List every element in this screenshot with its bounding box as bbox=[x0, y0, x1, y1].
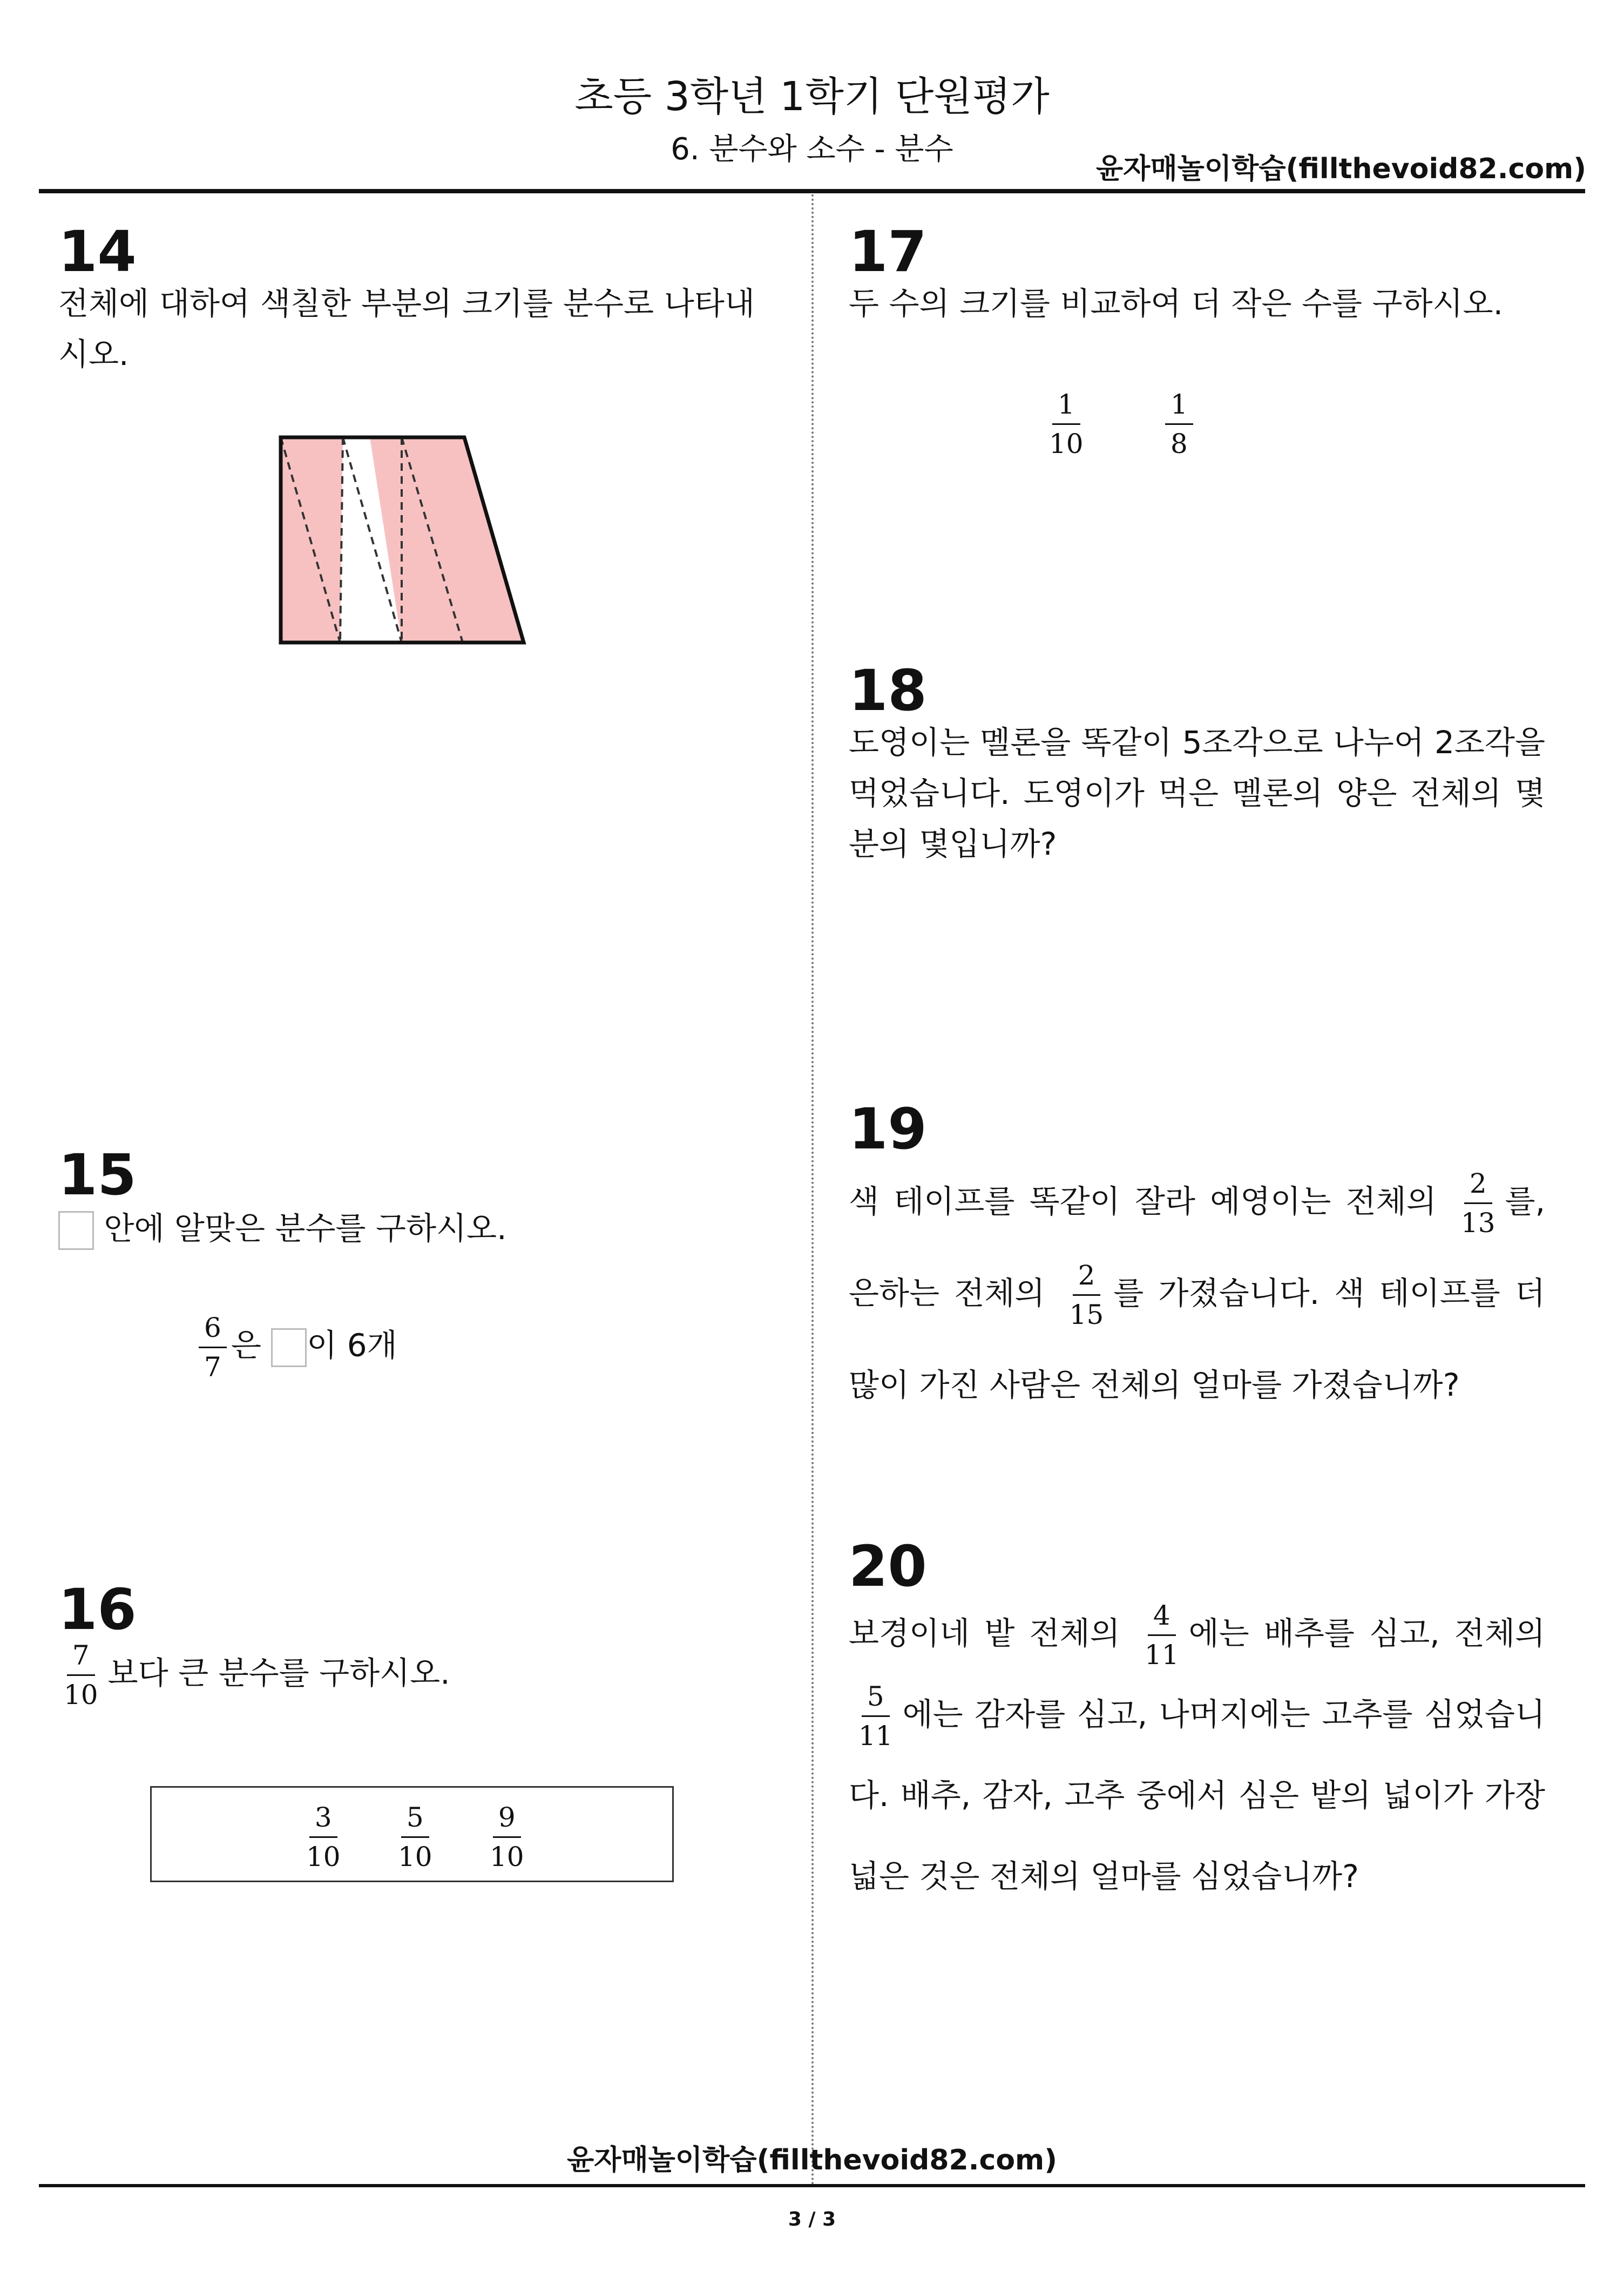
question-text-14: 전체에 대하여 색칠한 부분의 크기를 분수로 나타내시오. bbox=[58, 285, 755, 373]
trapezoid-shaded-figure bbox=[270, 427, 540, 653]
question-number-18: 18 bbox=[849, 658, 927, 724]
question-text-16: 보다 큰 분수를 구하시오. bbox=[107, 1654, 450, 1692]
question-number-14: 14 bbox=[58, 219, 137, 285]
expression-text-part1: 은 bbox=[231, 1327, 261, 1364]
question-text-20: 보경이네 밭 전체의 $\frac{4}{11}$ 에는 배추를 심고, 전체의 $\frac{5}{11}$ 에는 감자를 심고, 나머지에는 고추를 심었습니다. 배추, 감자, 고추 중에서 심은 밭의 넓이가 가장 넓은 것은 전체의 얼마를 심었습니까? bbox=[849, 1600, 1546, 1895]
fraction-5-11: $\frac{5}{11}$ bbox=[858, 1681, 893, 1752]
choice-fraction-3-10[interactable]: $\frac{3}{10}$ bbox=[306, 1802, 341, 1872]
header-rule bbox=[39, 189, 1585, 193]
question-number-20: 20 bbox=[849, 1533, 927, 1599]
expression-text-part2: 이 6개 bbox=[307, 1327, 397, 1364]
answer-blank-box[interactable] bbox=[271, 1328, 307, 1367]
choices-box bbox=[150, 1786, 674, 1882]
question-number-19: 19 bbox=[849, 1096, 927, 1162]
question-number-15: 15 bbox=[58, 1142, 137, 1208]
question-text-18: 도영이는 멜론을 똑같이 5조각으로 나누어 2조각을 먹었습니다. 도영이가 먹은 멜론의 양은 전체의 몇 분의 몇입니까? bbox=[849, 724, 1545, 862]
page-number: 3 / 3 bbox=[788, 2208, 836, 2230]
fraction-6-7: $\frac{6}{7}$ bbox=[199, 1311, 227, 1384]
choice-fraction-9-10[interactable]: $\frac{9}{10}$ bbox=[490, 1802, 524, 1872]
expression-15 bbox=[194, 1311, 397, 1384]
question-text-15: 안에 알맞은 분수를 구하시오. bbox=[104, 1210, 507, 1247]
column-divider bbox=[811, 194, 814, 2187]
question-line-16 bbox=[54, 1639, 750, 1712]
question-number-17: 17 bbox=[849, 219, 927, 285]
fraction-1-10: $\frac{1}{10}$ bbox=[1049, 389, 1084, 459]
question-text-19: 색 테이프를 똑같이 잘라 예영이는 전체의 $\frac{2}{13}$ 를, 은하는 전체의 $\frac{2}{15}$ 를 가졌습니다. 색 테이프를 더 많이 가진 사람은 전체의 얼마를 가졌습니까? bbox=[849, 1168, 1546, 1403]
fraction-2-13: $\frac{2}{13}$ bbox=[1460, 1168, 1496, 1239]
fraction-4-11: $\frac{4}{11}$ bbox=[1144, 1600, 1179, 1671]
footer-brand: 윤자매놀이학습(fillthevoid82.com) bbox=[566, 2144, 1057, 2176]
fraction-2-15: $\frac{2}{15}$ bbox=[1069, 1260, 1104, 1331]
page-subtitle: 6. 분수와 소수 - 분수 bbox=[671, 132, 953, 167]
question-number-16: 16 bbox=[58, 1577, 137, 1642]
question-line-15 bbox=[58, 1203, 755, 1254]
fraction-1-8: $\frac{1}{8}$ bbox=[1165, 388, 1193, 461]
question-text-17: 두 수의 크기를 비교하여 더 작은 수를 구하시오. bbox=[849, 285, 1504, 322]
answer-box-icon bbox=[58, 1211, 94, 1250]
choice-fraction-5-10[interactable]: $\frac{5}{10}$ bbox=[398, 1802, 432, 1872]
fraction-7-10: $\frac{7}{10}$ bbox=[64, 1640, 98, 1710]
header-brand: 윤자매놀이학습(fillthevoid82.com) bbox=[1095, 153, 1586, 185]
page-title: 초등 3학년 1학기 단원평가 bbox=[574, 73, 1050, 120]
footer-rule bbox=[39, 2184, 1585, 2187]
